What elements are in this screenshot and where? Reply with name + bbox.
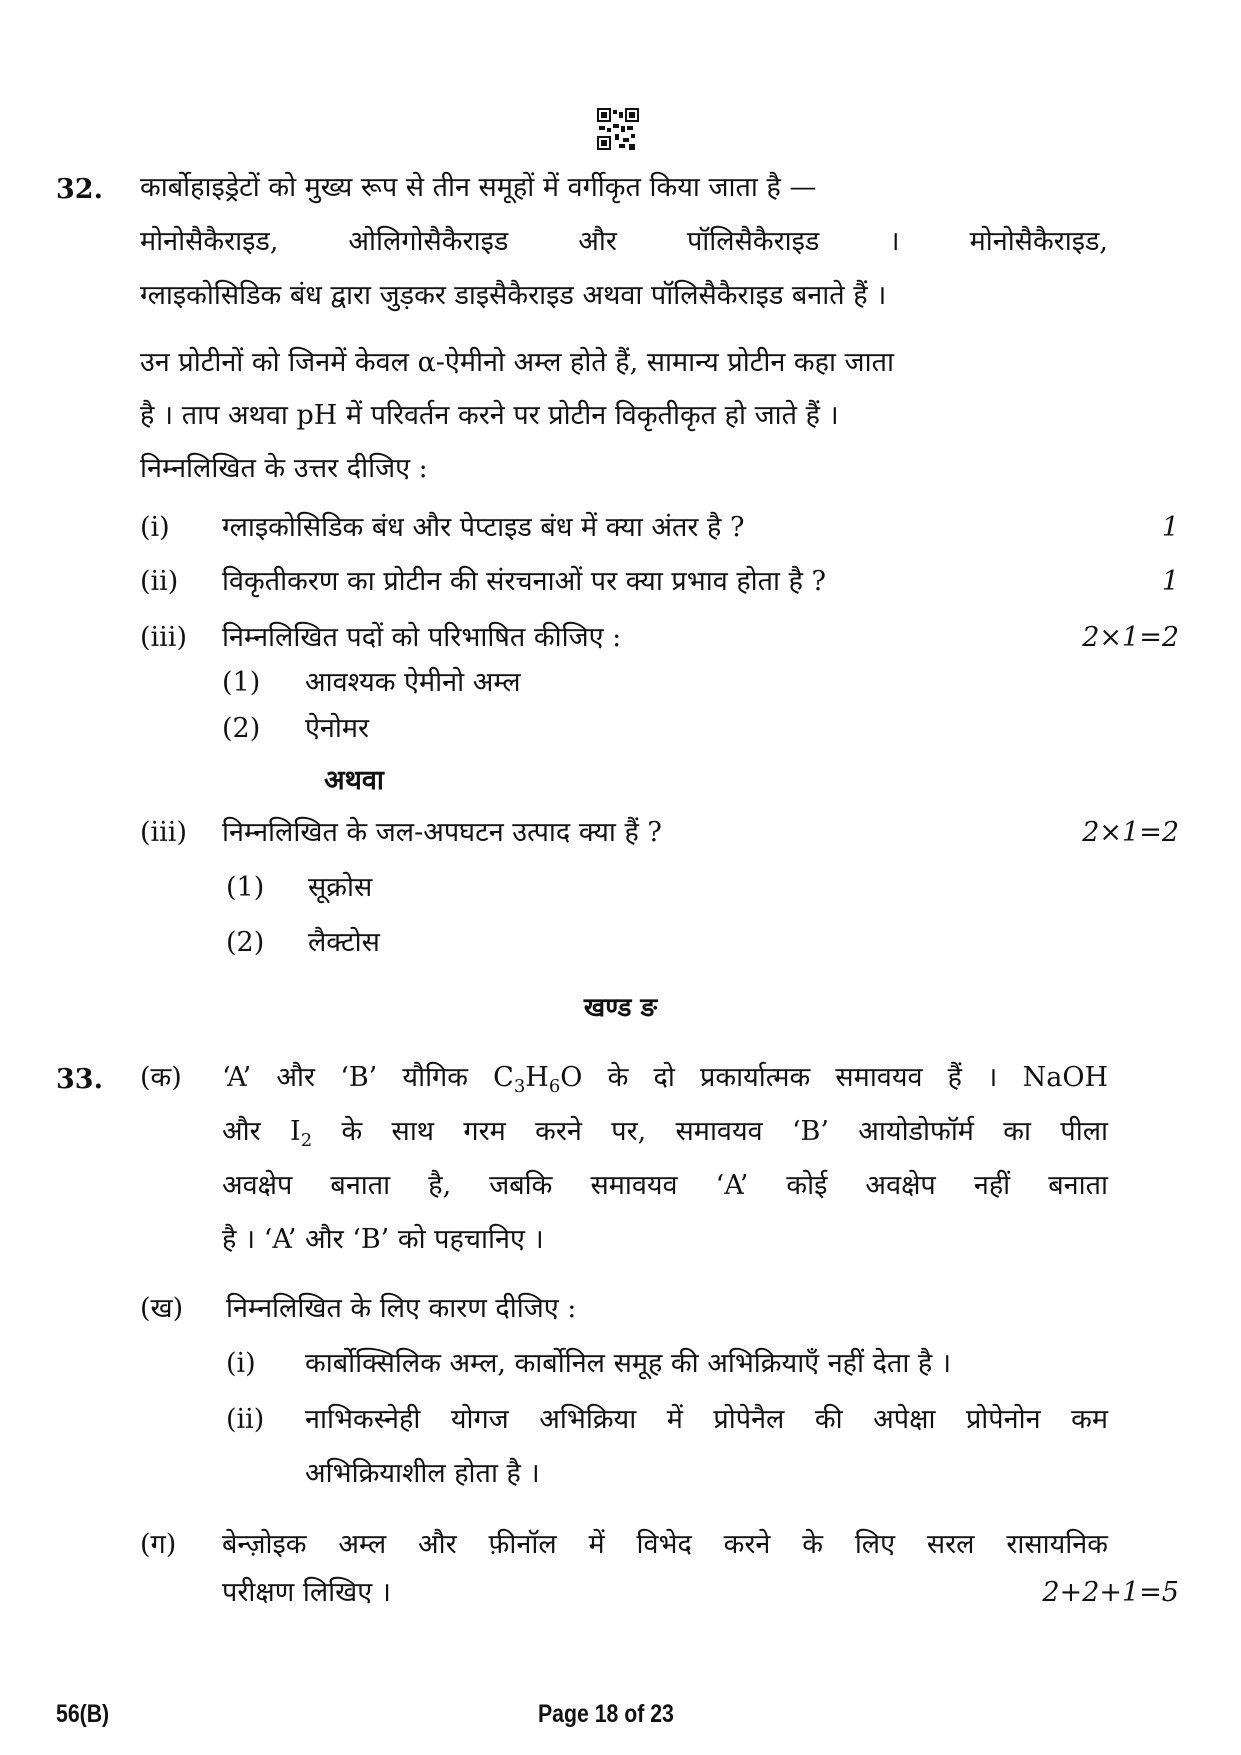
q33-b-ii-line1: नाभिकस्नेही योगज अभिक्रिया में प्रोपेनैल की अपेक्षा प्रोपेनोन कम (305, 1404, 1108, 1435)
q33-c-label: (ग) (140, 1529, 177, 1560)
q32-iii-alt-label: (iii) (140, 817, 187, 848)
q32-ii-text: विकृतीकरण का प्रोटीन की संरचनाओं पर क्या प्रभाव होता है ? (222, 566, 827, 597)
page-number: Page 18 of 23 (538, 1700, 674, 1728)
question-33-number: 33. (56, 1064, 103, 1095)
q33-b-i-label: (i) (226, 1348, 256, 1379)
q33-c-line1: बेन्ज़ोइक अम्ल और फ़ीनॉल में विभेद करने के लिए सरल रासायनिक (222, 1529, 1108, 1560)
q32-iii-alt-marks: 2×1=2 (1082, 817, 1179, 848)
question-32-number: 32. (56, 174, 103, 205)
q32-ii-marks: 1 (1161, 566, 1179, 597)
q33-c-line2: परीक्षण लिखिए । (222, 1577, 391, 1608)
q33-a-line1: ‘A’ और ‘B’ यौगिक $C_3H_6O$ के दो प्रकार्यात्मक समावयव हैं । NaOH (222, 1062, 1108, 1097)
q32-iii-1-text: आवश्यक ऐमीनो अम्ल (305, 667, 521, 698)
q32-iii-alt-2-label: (2) (226, 927, 265, 958)
q33-marks: 2+2+1=5 (1042, 1577, 1179, 1608)
qr-code-icon (597, 108, 639, 150)
q33-a-line4: है । ‘A’ और ‘B’ को पहचानिए । (222, 1224, 544, 1255)
q32-para1-line2: मोनोसैकैराइड, ओलिगोसैकैराइड और पॉलिसैकैराइड । मोनोसैकैराइड, (140, 226, 1108, 257)
q33-b-ii-label: (ii) (226, 1404, 265, 1435)
q33-a-line2: और $I_2$ के साथ गरम करने पर, समावयव ‘B’ आयोडोफॉर्म का पीला (222, 1116, 1108, 1151)
q32-iii-alt-text: निम्नलिखित के जल-अपघटन उत्पाद क्या हैं ? (222, 817, 662, 848)
q32-iii-1-label: (1) (222, 667, 261, 698)
q32-i-text: ग्लाइकोसिडिक बंध और पेप्टाइड बंध में क्या अंतर है ? (222, 512, 745, 543)
q32-iii-2-label: (2) (222, 713, 261, 744)
q32-iii-alt-2-text: लैक्टोस (308, 927, 380, 958)
q32-iii-alt-1-label: (1) (226, 872, 265, 903)
q32-i-label: (i) (140, 512, 170, 543)
q33-b-text: निम्नलिखित के लिए कारण दीजिए : (226, 1293, 577, 1324)
q32-iii-2-text: ऐनोमर (305, 713, 370, 744)
q32-para2-line2: है । ताप अथवा pH में परिवर्तन करने पर प्रोटीन विकृतीकृत हो जाते हैं । (140, 400, 839, 431)
q32-instruction: निम्नलिखित के उत्तर दीजिए : (140, 453, 428, 484)
q32-para1-line3: ग्लाइकोसिडिक बंध द्वारा जुड़कर डाइसैकैराइड अथवा पॉलिसैकैराइड बनाते हैं । (140, 280, 887, 311)
q32-or: अथवा (324, 765, 384, 796)
q33-a-label: (क) (140, 1062, 182, 1093)
q32-ii-label: (ii) (140, 566, 179, 597)
q32-para1-line1: कार्बोहाइड्रेटों को मुख्य रूप से तीन समूहों में वर्गीकृत किया जाता है — (140, 172, 817, 203)
q33-b-ii-line2: अभिक्रियाशील होता है । (305, 1458, 540, 1489)
paper-code: 56(B) (56, 1700, 110, 1728)
q32-para2-line1: उन प्रोटीनों को जिनमें केवल α-ऐमीनो अम्ल होते हैं, सामान्य प्रोटीन कहा जाता (140, 347, 894, 378)
q32-iii-label: (iii) (140, 622, 187, 653)
q33-b-i-text: कार्बोक्सिलिक अम्ल, कार्बोनिल समूह की अभिक्रियाएँ नहीं देता है । (305, 1348, 952, 1379)
q33-b-label: (ख) (140, 1293, 184, 1324)
q32-iii-text: निम्नलिखित पदों को परिभाषित कीजिए : (222, 622, 622, 653)
q32-iii-marks: 2×1=2 (1082, 622, 1179, 653)
section-heading: खण्ड ङ (583, 993, 658, 1023)
q32-i-marks: 1 (1161, 512, 1179, 543)
q32-iii-alt-1-text: सूक्रोस (308, 872, 373, 903)
q33-a-line3: अवक्षेप बनाता है, जबकि समावयव ‘A’ कोई अवक्षेप नहीं बनाता (222, 1170, 1108, 1201)
